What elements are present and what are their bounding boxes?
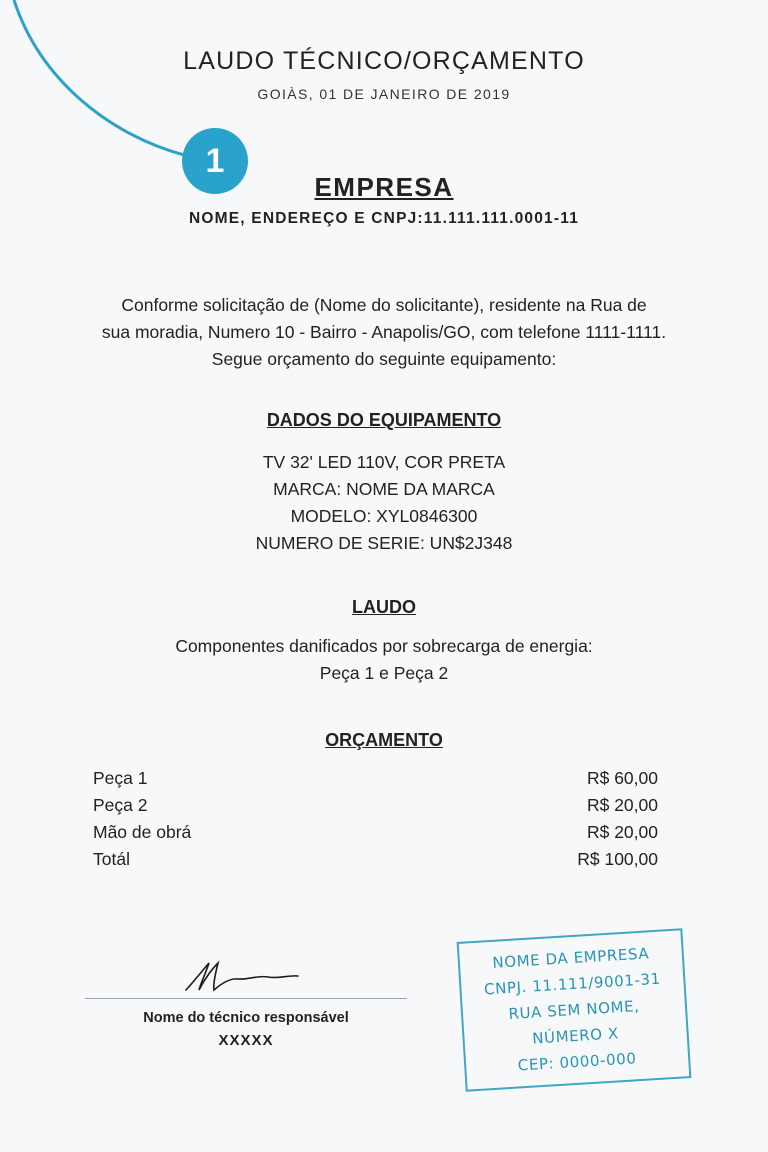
company-info: NOME, ENDEREÇO E CNPJ:11.111.111.0001-11	[188, 210, 580, 227]
budget-heading: ORÇAMENTO	[325, 730, 443, 750]
stamp-line: NÚMERO X	[531, 1024, 620, 1048]
report-heading: LAUDO	[352, 597, 416, 617]
budget-row	[93, 792, 658, 819]
stamp-line: RUA SEM NOME,	[507, 997, 641, 1023]
equipment-details	[0, 449, 768, 557]
budget-item: Totál	[93, 849, 130, 869]
budget-table	[93, 765, 658, 873]
budget-price: R$ 20,00	[586, 822, 658, 842]
budget-row	[93, 819, 658, 846]
budget-price: R$ 20,00	[586, 795, 658, 815]
equipment-line: MARCA: NOME DA MARCA	[273, 479, 495, 499]
step-number-badge: 1	[182, 128, 248, 194]
signature-line	[85, 998, 407, 999]
report-details	[0, 633, 768, 687]
equipment-line: TV 32' LED 110V, COR PRETA	[262, 452, 506, 472]
budget-item: Peça 2	[93, 795, 148, 815]
company-name: EMPRESA	[314, 172, 454, 202]
intro-line: sua moradia, Numero 10 - Bairro - Anapolis/GO, com telefone 1111-1111.	[101, 322, 667, 342]
intro-line: Segue orçamento do seguinte equipamento:	[211, 349, 557, 369]
report-line: Componentes danificados por sobrecarga de energia:	[175, 636, 593, 656]
report-line: Peça 1 e Peça 2	[319, 663, 449, 683]
company-stamp	[457, 928, 692, 1092]
budget-row	[93, 765, 658, 792]
stamp-line: NOME DA EMPRESA	[491, 944, 650, 972]
stamp-line: CNPJ. 11.111/9001-31	[483, 969, 662, 999]
budget-price: R$ 100,00	[577, 849, 658, 869]
budget-price: R$ 60,00	[586, 768, 658, 788]
equipment-heading: DADOS DO EQUIPAMENTO	[266, 410, 502, 430]
document-date: GOIÀS, 01 DE JANEIRO DE 2019	[257, 86, 511, 102]
intro-paragraph	[0, 292, 768, 373]
budget-item: Peça 1	[93, 768, 148, 788]
technician-label: Nome do técnico responsável	[143, 1010, 349, 1026]
equipment-line: NUMERO DE SERIE: UN$2J348	[255, 533, 513, 553]
budget-item: Mão de obrá	[93, 822, 192, 842]
technician-code: XXXXX	[218, 1032, 274, 1049]
equipment-line: MODELO: XYL0846300	[290, 506, 478, 526]
stamp-line: CEP: 0000-000	[517, 1049, 638, 1075]
intro-line: Conforme solicitação de (Nome do solicitante), residente na Rua de	[121, 295, 647, 315]
document-title: LAUDO TÉCNICO/ORÇAMENTO	[183, 47, 585, 75]
signature-scribble	[186, 963, 298, 990]
budget-total-row	[93, 846, 658, 873]
